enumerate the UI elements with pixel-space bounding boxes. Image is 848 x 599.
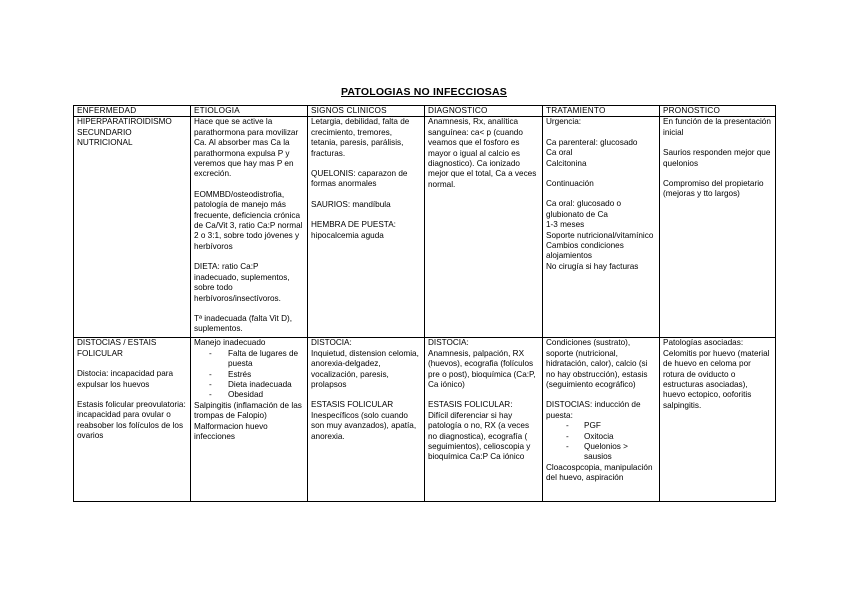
list-item: - Dieta inadecuada xyxy=(194,380,304,390)
cell-tratamiento xyxy=(543,117,660,338)
table-row xyxy=(74,117,776,338)
pronostico-text: Celomitis por huevo (material de huevo en celoma por rotura de oviducto o estructuras asociadas), huevo ectopico, ooforitis salpingitis. xyxy=(663,348,770,410)
list-item: - Oxitocia xyxy=(546,432,656,442)
tratamiento-text: Continuación xyxy=(546,179,594,189)
signos-text: QUELONIS: caparazon de formas anormales xyxy=(311,169,408,189)
enfermedad-text: Estasis folicular preovulatoria: incapacidad para ovular o reabsober los folículos de los ovarios xyxy=(77,400,186,441)
header-pronostico: PRONOSTICO xyxy=(660,106,776,117)
page-title: PATOLOGIAS NO INFECCIOSAS xyxy=(340,86,507,98)
etiologia-text: EOMMBD/osteodistrofia, patología de manejo más frecuente, deficiencia crónica de Ca/Vit 3, ratio Ca:P normal 2 o 3:1, sobre todo jóvenes y herbívoros xyxy=(194,189,303,251)
enfermedad-text: Distocia: incapacidad para expulsar los huevos xyxy=(77,369,174,389)
cell-diagnostico xyxy=(425,117,543,338)
header-enfermedad: ENFERMEDAD xyxy=(74,106,191,117)
signos-text: Letargia, debilidad, falta de crecimiento, tremores, tetania, paresis, parálisis, fracturas. xyxy=(311,117,410,158)
list-item: - Falta de lugares de puesta xyxy=(194,349,304,370)
signos-heading: ESTASIS FOLICULAR xyxy=(311,400,394,410)
tratamiento-list xyxy=(546,421,656,463)
signos-text: Inespecíficos (solo cuando son muy avanzados), apatía, anorexia. xyxy=(311,410,417,441)
header-diagnostico: DIAGNOSTICO xyxy=(425,106,543,117)
etiologia-text: Malformacion huevo xyxy=(194,421,268,431)
cell-pronostico xyxy=(660,117,776,338)
tratamiento-text: Calcitonina xyxy=(546,158,587,168)
disease-name: HIPERPARATIROIDISMO SECUNDARIO NUTRICIONAL xyxy=(77,117,172,148)
list-item: - Quelonios > sausios xyxy=(546,442,656,463)
tratamiento-text: Ca oral xyxy=(546,148,573,158)
pathology-table xyxy=(73,105,776,502)
signos-heading: DISTOCIA: xyxy=(311,338,352,348)
etiologia-text: Tª inadecuada (falta Vit D), suplementos. xyxy=(194,313,292,334)
etiologia-text: Manejo inadecuado xyxy=(194,338,266,348)
tratamiento-text: Ca parenteral: glucosado xyxy=(546,137,638,147)
header-tratamiento: TRATAMIENTO xyxy=(543,106,660,117)
etiologia-text: Hace que se active la parathormona para movilizar Ca. Al absorber mas Ca la parathormona expulsa P y veremos que hay mas P en excreción. xyxy=(194,117,299,179)
cell-etiologia xyxy=(191,117,308,338)
tratamiento-text: No cirugía si hay facturas xyxy=(546,261,639,271)
pronostico-heading: Patologías asociadas: xyxy=(663,338,744,348)
header-signos: SIGNOS CLINICOS xyxy=(308,106,425,117)
etiologia-text: DIETA: ratio Ca:P inadecuado, suplementos, sobre todo herbívoros/insectívoros. xyxy=(194,262,290,303)
diagnostico-text: Anamnesis, palpación, RX (huevos), ecografia (folículos pre o post), bioquímica (Ca:P, Ca iónico) xyxy=(428,348,536,390)
cell-tratamiento xyxy=(543,338,660,502)
pronostico-text: En función de la presentación inicial xyxy=(663,117,771,137)
list-item: - Obesidad xyxy=(194,390,304,400)
cell-enfermedad xyxy=(74,117,191,338)
diagnostico-text: Difícil diferenciar si hay patología o no, RX (a veces no diagnostica), ecografía ( seguimientos), celioscopia y bioquímica Ca:P Ca iónico xyxy=(428,410,531,462)
signos-text: Inquietud, distension celomia, anorexia-delgadez, vocalización, paresis, prolapsos xyxy=(311,348,419,390)
etiologia-text: Salpingitis (inflamación de las trompas de Falopio) xyxy=(194,400,302,421)
diagnostico-text: Anamnesis, Rx, analítica sanguínea: ca< p (cuando veamos que el fosforo es mayor o igual al calcio es diagnostico). Ca ionizado mejor que el total, Ca a veces normal. xyxy=(428,117,537,189)
pronostico-text: Compromiso del propietario (mejoras y tto largos) xyxy=(663,179,764,199)
tratamiento-text: Soporte nutricional/vitamínico xyxy=(546,230,654,240)
cell-etiologia xyxy=(191,338,308,502)
diagnostico-heading: DISTOCIA: xyxy=(428,338,469,348)
cell-pronostico xyxy=(660,338,776,502)
tratamiento-text: Ca oral: glucosado o glubionato de Ca xyxy=(546,199,622,219)
cell-signos xyxy=(308,338,425,502)
list-item: - PGF xyxy=(546,421,656,431)
tratamiento-text: Cloacospcopia, manipulación del huevo, aspiración xyxy=(546,462,653,483)
list-item: - Estrés xyxy=(194,370,304,380)
signos-text: HEMBRA DE PUESTA: hipocalcemia aguda xyxy=(311,220,396,240)
diagnostico-heading: ESTASIS FOLICULAR: xyxy=(428,400,513,410)
etiologia-text: infecciones xyxy=(194,432,235,442)
signos-text: SAURIOS: mandíbula xyxy=(311,199,391,209)
etiologia-list xyxy=(194,349,304,401)
tratamiento-text: 1-3 meses xyxy=(546,220,585,230)
table-row xyxy=(74,338,776,502)
cell-diagnostico xyxy=(425,338,543,502)
header-row xyxy=(74,106,776,117)
tratamiento-text: Urgencia: xyxy=(546,117,582,127)
pronostico-text: Saurios responden mejor que quelonios xyxy=(663,148,771,168)
tratamiento-text: Condiciones (sustrato), soporte (nutricional, hidratación, calor), calcio (si no hay obstrucción), estasis (seguimiento ecográfico) xyxy=(546,338,648,390)
cell-enfermedad xyxy=(74,338,191,502)
disease-name: DISTOCIAS / ESTAIS FOLICULAR xyxy=(77,338,157,358)
tratamiento-heading: DISTOCIAS: inducción de puesta: xyxy=(546,400,641,420)
tratamiento-text: Cambios condiciones alojamientos xyxy=(546,241,624,261)
header-etiologia: ETIOLOGIA xyxy=(191,106,308,117)
cell-signos xyxy=(308,117,425,338)
